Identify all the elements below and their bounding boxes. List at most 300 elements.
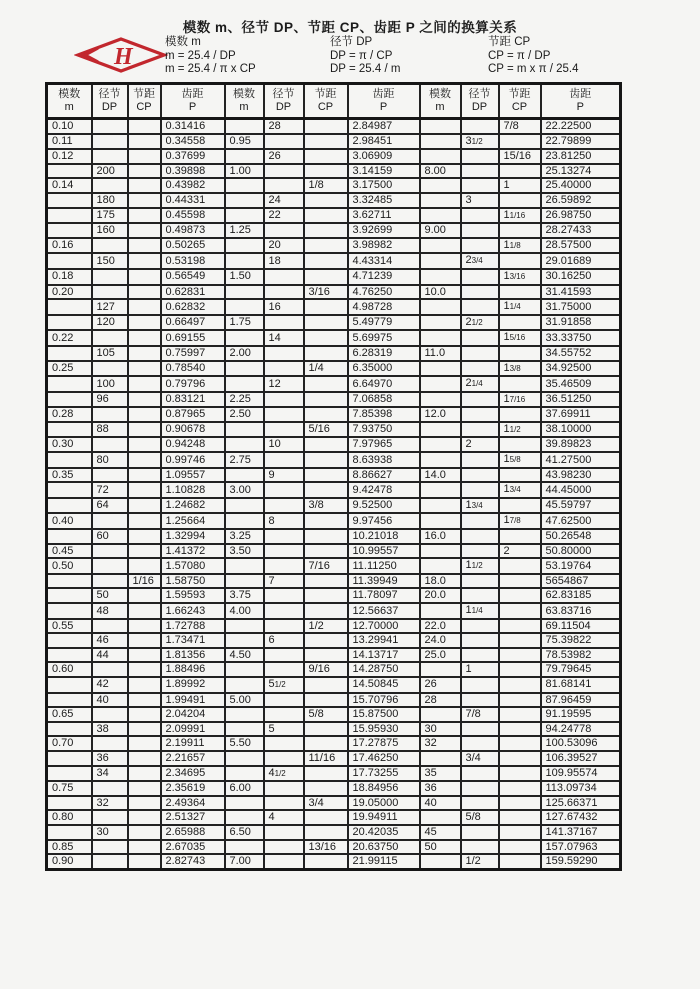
cell-diametral-pitch-dp-g1: 44 bbox=[92, 648, 128, 663]
cell-module-m-g1: 0.50 bbox=[47, 558, 92, 574]
cell-diametral-pitch-dp-g2: 20 bbox=[264, 238, 304, 254]
cell-tooth-pitch-p-g3: 28.57500 bbox=[541, 238, 621, 254]
cell-diametral-pitch-dp-g3: 3 bbox=[461, 193, 499, 208]
table-row bbox=[47, 299, 621, 315]
cell-pitch-cp-g1 bbox=[128, 781, 161, 796]
cell-diametral-pitch-dp-g1: 127 bbox=[92, 299, 128, 315]
cell-module-m-g3: 18.0 bbox=[420, 574, 461, 589]
cell-tooth-pitch-p-g1: 0.49873 bbox=[161, 223, 225, 238]
header-diametral-pitch-dp-g1: 径节 DP bbox=[92, 84, 128, 119]
cell-module-m-g1: 0.80 bbox=[47, 810, 92, 825]
cell-diametral-pitch-dp-g3 bbox=[461, 648, 499, 663]
cell-tooth-pitch-p-g1: 2.21657 bbox=[161, 751, 225, 766]
cell-pitch-cp-g1 bbox=[128, 693, 161, 708]
cell-module-m-g2 bbox=[225, 677, 264, 693]
cell-module-m-g2: 2.00 bbox=[225, 346, 264, 361]
cell-tooth-pitch-p-g1: 0.34558 bbox=[161, 134, 225, 150]
cell-diametral-pitch-dp-g3 bbox=[461, 781, 499, 796]
cell-diametral-pitch-dp-g1: 48 bbox=[92, 603, 128, 619]
cell-tooth-pitch-p-g1: 0.62831 bbox=[161, 285, 225, 300]
cell-pitch-cp-g3: 2 bbox=[499, 544, 541, 559]
cell-diametral-pitch-dp-g3 bbox=[461, 119, 499, 134]
cell-diametral-pitch-dp-g2: 51/2 bbox=[264, 677, 304, 693]
table-row bbox=[47, 840, 621, 855]
cell-module-m-g2 bbox=[225, 208, 264, 224]
table-row bbox=[47, 574, 621, 589]
cell-diametral-pitch-dp-g1: 32 bbox=[92, 796, 128, 811]
cell-tooth-pitch-p-g3: 29.01689 bbox=[541, 253, 621, 269]
cell-module-m-g2: 3.00 bbox=[225, 482, 264, 498]
cell-module-m-g1 bbox=[47, 346, 92, 361]
cell-module-m-g3 bbox=[420, 269, 461, 285]
cell-diametral-pitch-dp-g2 bbox=[264, 407, 304, 422]
cell-pitch-cp-g1 bbox=[128, 662, 161, 677]
cell-diametral-pitch-dp-g3: 2 bbox=[461, 437, 499, 452]
cell-tooth-pitch-p-g3: 26.59892 bbox=[541, 193, 621, 208]
cell-pitch-cp-g1 bbox=[128, 253, 161, 269]
cell-module-m-g3 bbox=[420, 452, 461, 468]
cell-tooth-pitch-p-g3: 100.53096 bbox=[541, 736, 621, 751]
cell-tooth-pitch-p-g2: 5.49779 bbox=[348, 315, 420, 331]
cell-tooth-pitch-p-g1: 2.67035 bbox=[161, 840, 225, 855]
cell-module-m-g2 bbox=[225, 149, 264, 164]
cell-pitch-cp-g3: 11/16 bbox=[499, 208, 541, 224]
cell-tooth-pitch-p-g1: 0.83121 bbox=[161, 392, 225, 408]
formula-line: CP = m x π / 25.4 bbox=[488, 63, 579, 75]
cell-diametral-pitch-dp-g3 bbox=[461, 238, 499, 254]
cell-pitch-cp-g1 bbox=[128, 468, 161, 483]
cell-pitch-cp-g2 bbox=[304, 574, 348, 589]
cell-tooth-pitch-p-g1: 0.78540 bbox=[161, 361, 225, 377]
cell-pitch-cp-g3 bbox=[499, 796, 541, 811]
table-row bbox=[47, 149, 621, 164]
cell-tooth-pitch-p-g2: 4.76250 bbox=[348, 285, 420, 300]
cell-pitch-cp-g3: 11/2 bbox=[499, 422, 541, 438]
cell-module-m-g3 bbox=[420, 513, 461, 529]
cell-pitch-cp-g2 bbox=[304, 544, 348, 559]
cell-pitch-cp-g3: 13/8 bbox=[499, 361, 541, 377]
cell-tooth-pitch-p-g3: 157.07963 bbox=[541, 840, 621, 855]
cell-tooth-pitch-p-g1: 1.88496 bbox=[161, 662, 225, 677]
cell-tooth-pitch-p-g3: 78.53982 bbox=[541, 648, 621, 663]
cell-pitch-cp-g1 bbox=[128, 269, 161, 285]
cell-tooth-pitch-p-g2: 7.97965 bbox=[348, 437, 420, 452]
cell-diametral-pitch-dp-g1: 38 bbox=[92, 722, 128, 737]
formula-heading: 节距 CP bbox=[488, 36, 531, 48]
cell-diametral-pitch-dp-g3 bbox=[461, 452, 499, 468]
cell-tooth-pitch-p-g3: 45.59797 bbox=[541, 498, 621, 514]
formula-group-circular-pitch bbox=[488, 36, 579, 77]
cell-pitch-cp-g1 bbox=[128, 633, 161, 648]
cell-tooth-pitch-p-g2: 15.70796 bbox=[348, 693, 420, 708]
table-head bbox=[47, 84, 621, 119]
cell-tooth-pitch-p-g3: 125.66371 bbox=[541, 796, 621, 811]
cell-pitch-cp-g2 bbox=[304, 766, 348, 782]
cell-module-m-g2 bbox=[225, 722, 264, 737]
cell-diametral-pitch-dp-g3 bbox=[461, 529, 499, 544]
table-row bbox=[47, 648, 621, 663]
table-row bbox=[47, 361, 621, 377]
cell-module-m-g3: 45 bbox=[420, 825, 461, 840]
cell-pitch-cp-g3: 11/8 bbox=[499, 238, 541, 254]
cell-pitch-cp-g3 bbox=[499, 693, 541, 708]
cell-module-m-g1 bbox=[47, 193, 92, 208]
cell-pitch-cp-g1 bbox=[128, 346, 161, 361]
cell-diametral-pitch-dp-g2: 5 bbox=[264, 722, 304, 737]
cell-pitch-cp-g3 bbox=[499, 468, 541, 483]
cell-diametral-pitch-dp-g1: 64 bbox=[92, 498, 128, 514]
cell-pitch-cp-g1 bbox=[128, 315, 161, 331]
cell-pitch-cp-g2 bbox=[304, 315, 348, 331]
cell-pitch-cp-g1 bbox=[128, 854, 161, 869]
cell-diametral-pitch-dp-g3 bbox=[461, 208, 499, 224]
cell-module-m-g3 bbox=[420, 361, 461, 377]
cell-pitch-cp-g3 bbox=[499, 285, 541, 300]
cell-pitch-cp-g2 bbox=[304, 781, 348, 796]
cell-pitch-cp-g1 bbox=[128, 285, 161, 300]
cell-pitch-cp-g3 bbox=[499, 529, 541, 544]
cell-pitch-cp-g1 bbox=[128, 134, 161, 150]
cell-diametral-pitch-dp-g1: 175 bbox=[92, 208, 128, 224]
table-row bbox=[47, 223, 621, 238]
formula-line: DP = π / CP bbox=[330, 49, 393, 62]
formula-line: m = 25.4 / π x CP bbox=[165, 63, 256, 75]
cell-diametral-pitch-dp-g2 bbox=[264, 707, 304, 722]
cell-module-m-g2 bbox=[225, 285, 264, 300]
cell-module-m-g1: 0.25 bbox=[47, 361, 92, 377]
cell-tooth-pitch-p-g2: 6.64970 bbox=[348, 376, 420, 392]
cell-module-m-g2 bbox=[225, 558, 264, 574]
cell-module-m-g2: 3.50 bbox=[225, 544, 264, 559]
cell-module-m-g2 bbox=[225, 299, 264, 315]
table-row bbox=[47, 482, 621, 498]
cell-tooth-pitch-p-g1: 0.43982 bbox=[161, 178, 225, 193]
header-pitch-cp-g1: 节距 CP bbox=[128, 84, 161, 119]
cell-tooth-pitch-p-g1: 1.09557 bbox=[161, 468, 225, 483]
formula-line: DP = 25.4 / m bbox=[330, 63, 401, 75]
cell-diametral-pitch-dp-g3 bbox=[461, 722, 499, 737]
cell-diametral-pitch-dp-g2 bbox=[264, 361, 304, 377]
cell-tooth-pitch-p-g2: 4.43314 bbox=[348, 253, 420, 269]
cell-module-m-g1: 0.55 bbox=[47, 619, 92, 634]
cell-tooth-pitch-p-g1: 0.66497 bbox=[161, 315, 225, 331]
cell-pitch-cp-g1 bbox=[128, 796, 161, 811]
cell-tooth-pitch-p-g2: 19.05000 bbox=[348, 796, 420, 811]
header-tooth-pitch-p-g2: 齿距 P bbox=[348, 84, 420, 119]
formula-group-diametral-pitch bbox=[330, 36, 400, 77]
cell-diametral-pitch-dp-g2 bbox=[264, 854, 304, 869]
cell-module-m-g1: 0.20 bbox=[47, 285, 92, 300]
cell-diametral-pitch-dp-g2 bbox=[264, 544, 304, 559]
cell-pitch-cp-g2: 3/4 bbox=[304, 796, 348, 811]
cell-module-m-g2: 4.50 bbox=[225, 648, 264, 663]
cell-tooth-pitch-p-g1: 0.56549 bbox=[161, 269, 225, 285]
cell-tooth-pitch-p-g2: 14.28750 bbox=[348, 662, 420, 677]
cell-module-m-g2 bbox=[225, 810, 264, 825]
cell-tooth-pitch-p-g3: 22.79899 bbox=[541, 134, 621, 150]
table-row bbox=[47, 315, 621, 331]
cell-pitch-cp-g3: 1 bbox=[499, 178, 541, 193]
cell-diametral-pitch-dp-g1 bbox=[92, 854, 128, 869]
cell-diametral-pitch-dp-g3: 21/2 bbox=[461, 315, 499, 331]
cell-tooth-pitch-p-g1: 0.87965 bbox=[161, 407, 225, 422]
cell-tooth-pitch-p-g1: 0.75997 bbox=[161, 346, 225, 361]
cell-tooth-pitch-p-g2: 3.62711 bbox=[348, 208, 420, 224]
cell-tooth-pitch-p-g3: 81.68141 bbox=[541, 677, 621, 693]
cell-diametral-pitch-dp-g3 bbox=[461, 796, 499, 811]
cell-diametral-pitch-dp-g3: 11/4 bbox=[461, 603, 499, 619]
cell-module-m-g1 bbox=[47, 574, 92, 589]
cell-tooth-pitch-p-g1: 0.44331 bbox=[161, 193, 225, 208]
cell-pitch-cp-g1 bbox=[128, 223, 161, 238]
cell-pitch-cp-g2 bbox=[304, 407, 348, 422]
table-row bbox=[47, 407, 621, 422]
cell-pitch-cp-g3 bbox=[499, 854, 541, 869]
cell-tooth-pitch-p-g2: 4.71239 bbox=[348, 269, 420, 285]
cell-tooth-pitch-p-g3: 26.98750 bbox=[541, 208, 621, 224]
cell-diametral-pitch-dp-g1 bbox=[92, 330, 128, 346]
cell-diametral-pitch-dp-g3 bbox=[461, 766, 499, 782]
cell-pitch-cp-g2 bbox=[304, 452, 348, 468]
table-row bbox=[47, 269, 621, 285]
cell-module-m-g3 bbox=[420, 392, 461, 408]
cell-module-m-g3 bbox=[420, 810, 461, 825]
cell-pitch-cp-g3 bbox=[499, 376, 541, 392]
cell-pitch-cp-g3 bbox=[499, 223, 541, 238]
cell-tooth-pitch-p-g2: 15.87500 bbox=[348, 707, 420, 722]
cell-module-m-g3 bbox=[420, 751, 461, 766]
cell-tooth-pitch-p-g1: 2.04204 bbox=[161, 707, 225, 722]
cell-pitch-cp-g2 bbox=[304, 193, 348, 208]
cell-diametral-pitch-dp-g3 bbox=[461, 736, 499, 751]
cell-module-m-g2 bbox=[225, 119, 264, 134]
cell-tooth-pitch-p-g2: 17.73255 bbox=[348, 766, 420, 782]
cell-pitch-cp-g2 bbox=[304, 253, 348, 269]
cell-pitch-cp-g3 bbox=[499, 253, 541, 269]
cell-tooth-pitch-p-g2: 13.29941 bbox=[348, 633, 420, 648]
cell-diametral-pitch-dp-g2: 24 bbox=[264, 193, 304, 208]
cell-diametral-pitch-dp-g1: 150 bbox=[92, 253, 128, 269]
table-row bbox=[47, 558, 621, 574]
table-row bbox=[47, 253, 621, 269]
cell-module-m-g2: 3.25 bbox=[225, 529, 264, 544]
cell-pitch-cp-g2 bbox=[304, 376, 348, 392]
cell-module-m-g1: 0.45 bbox=[47, 544, 92, 559]
cell-tooth-pitch-p-g2: 21.99115 bbox=[348, 854, 420, 869]
cell-module-m-g2 bbox=[225, 468, 264, 483]
cell-tooth-pitch-p-g2: 6.28319 bbox=[348, 346, 420, 361]
cell-pitch-cp-g2 bbox=[304, 825, 348, 840]
cell-module-m-g1 bbox=[47, 751, 92, 766]
table-row bbox=[47, 781, 621, 796]
cell-tooth-pitch-p-g3: 159.59290 bbox=[541, 854, 621, 869]
cell-pitch-cp-g3 bbox=[499, 619, 541, 634]
cell-diametral-pitch-dp-g3: 31/2 bbox=[461, 134, 499, 150]
cell-pitch-cp-g1 bbox=[128, 648, 161, 663]
cell-tooth-pitch-p-g1: 1.81356 bbox=[161, 648, 225, 663]
cell-diametral-pitch-dp-g2 bbox=[264, 693, 304, 708]
cell-pitch-cp-g3: 7/8 bbox=[499, 119, 541, 134]
cell-diametral-pitch-dp-g2: 18 bbox=[264, 253, 304, 269]
cell-diametral-pitch-dp-g3: 21/4 bbox=[461, 376, 499, 392]
cell-diametral-pitch-dp-g2: 16 bbox=[264, 299, 304, 315]
cell-tooth-pitch-p-g3: 31.41593 bbox=[541, 285, 621, 300]
cell-module-m-g3: 8.00 bbox=[420, 164, 461, 179]
cell-tooth-pitch-p-g1: 1.25664 bbox=[161, 513, 225, 529]
cell-pitch-cp-g3 bbox=[499, 407, 541, 422]
cell-tooth-pitch-p-g2: 3.98982 bbox=[348, 238, 420, 254]
company-logo-icon bbox=[74, 36, 168, 74]
cell-module-m-g3: 11.0 bbox=[420, 346, 461, 361]
table-row bbox=[47, 854, 621, 869]
cell-diametral-pitch-dp-g1 bbox=[92, 178, 128, 193]
cell-diametral-pitch-dp-g1 bbox=[92, 238, 128, 254]
cell-diametral-pitch-dp-g3: 1 bbox=[461, 662, 499, 677]
table-row bbox=[47, 633, 621, 648]
cell-module-m-g3 bbox=[420, 707, 461, 722]
cell-tooth-pitch-p-g1: 0.62832 bbox=[161, 299, 225, 315]
cell-tooth-pitch-p-g3: 28.27433 bbox=[541, 223, 621, 238]
cell-pitch-cp-g2 bbox=[304, 810, 348, 825]
cell-pitch-cp-g3: 17/16 bbox=[499, 392, 541, 408]
cell-diametral-pitch-dp-g3: 5/8 bbox=[461, 810, 499, 825]
cell-pitch-cp-g2 bbox=[304, 437, 348, 452]
cell-tooth-pitch-p-g1: 1.58750 bbox=[161, 574, 225, 589]
cell-pitch-cp-g2: 3/8 bbox=[304, 498, 348, 514]
table-row bbox=[47, 662, 621, 677]
cell-module-m-g2 bbox=[225, 766, 264, 782]
table-row bbox=[47, 330, 621, 346]
cell-tooth-pitch-p-g3: 50.26548 bbox=[541, 529, 621, 544]
cell-module-m-g3: 9.00 bbox=[420, 223, 461, 238]
cell-pitch-cp-g2 bbox=[304, 149, 348, 164]
cell-module-m-g2 bbox=[225, 633, 264, 648]
cell-diametral-pitch-dp-g1: 120 bbox=[92, 315, 128, 331]
cell-module-m-g1: 0.40 bbox=[47, 513, 92, 529]
cell-pitch-cp-g1 bbox=[128, 119, 161, 134]
cell-pitch-cp-g1 bbox=[128, 677, 161, 693]
cell-module-m-g3: 32 bbox=[420, 736, 461, 751]
cell-pitch-cp-g2: 1/8 bbox=[304, 178, 348, 193]
cell-diametral-pitch-dp-g2 bbox=[264, 452, 304, 468]
table-row bbox=[47, 766, 621, 782]
cell-module-m-g1 bbox=[47, 766, 92, 782]
cell-module-m-g2 bbox=[225, 751, 264, 766]
cell-module-m-g1 bbox=[47, 677, 92, 693]
cell-module-m-g1 bbox=[47, 315, 92, 331]
cell-pitch-cp-g1 bbox=[128, 407, 161, 422]
cell-module-m-g2 bbox=[225, 361, 264, 377]
cell-pitch-cp-g2 bbox=[304, 346, 348, 361]
cell-pitch-cp-g2 bbox=[304, 722, 348, 737]
table-row bbox=[47, 134, 621, 150]
cell-pitch-cp-g1 bbox=[128, 558, 161, 574]
formula-line: CP = π / DP bbox=[488, 49, 551, 62]
cell-diametral-pitch-dp-g1 bbox=[92, 149, 128, 164]
cell-pitch-cp-g3 bbox=[499, 498, 541, 514]
cell-diametral-pitch-dp-g1: 36 bbox=[92, 751, 128, 766]
table-row bbox=[47, 619, 621, 634]
cell-diametral-pitch-dp-g2 bbox=[264, 751, 304, 766]
cell-diametral-pitch-dp-g2 bbox=[264, 588, 304, 603]
cell-tooth-pitch-p-g2: 7.85398 bbox=[348, 407, 420, 422]
table-row bbox=[47, 437, 621, 452]
cell-diametral-pitch-dp-g2 bbox=[264, 223, 304, 238]
cell-pitch-cp-g2 bbox=[304, 854, 348, 869]
cell-pitch-cp-g2 bbox=[304, 633, 348, 648]
cell-tooth-pitch-p-g3: 25.40000 bbox=[541, 178, 621, 193]
table-row bbox=[47, 376, 621, 392]
cell-tooth-pitch-p-g1: 2.51327 bbox=[161, 810, 225, 825]
cell-tooth-pitch-p-g1: 0.90678 bbox=[161, 422, 225, 438]
cell-diametral-pitch-dp-g3: 23/4 bbox=[461, 253, 499, 269]
cell-module-m-g2: 6.50 bbox=[225, 825, 264, 840]
cell-tooth-pitch-p-g1: 0.99746 bbox=[161, 452, 225, 468]
cell-tooth-pitch-p-g2: 8.63938 bbox=[348, 452, 420, 468]
table-header-row bbox=[47, 84, 621, 119]
cell-module-m-g3: 30 bbox=[420, 722, 461, 737]
cell-module-m-g2 bbox=[225, 707, 264, 722]
cell-module-m-g3 bbox=[420, 149, 461, 164]
cell-module-m-g2 bbox=[225, 193, 264, 208]
cell-tooth-pitch-p-g2: 2.84987 bbox=[348, 119, 420, 134]
cell-pitch-cp-g1 bbox=[128, 498, 161, 514]
cell-tooth-pitch-p-g2: 11.11250 bbox=[348, 558, 420, 574]
cell-pitch-cp-g3 bbox=[499, 766, 541, 782]
cell-diametral-pitch-dp-g1: 88 bbox=[92, 422, 128, 438]
cell-tooth-pitch-p-g2: 8.86627 bbox=[348, 468, 420, 483]
cell-tooth-pitch-p-g2: 2.98451 bbox=[348, 134, 420, 150]
cell-tooth-pitch-p-g3: 87.96459 bbox=[541, 693, 621, 708]
cell-diametral-pitch-dp-g2 bbox=[264, 619, 304, 634]
cell-diametral-pitch-dp-g2 bbox=[264, 164, 304, 179]
cell-diametral-pitch-dp-g3 bbox=[461, 482, 499, 498]
cell-module-m-g3: 36 bbox=[420, 781, 461, 796]
table-row bbox=[47, 164, 621, 179]
table-row bbox=[47, 529, 621, 544]
cell-pitch-cp-g3 bbox=[499, 781, 541, 796]
cell-pitch-cp-g3 bbox=[499, 722, 541, 737]
cell-tooth-pitch-p-g1: 0.69155 bbox=[161, 330, 225, 346]
cell-pitch-cp-g1 bbox=[128, 330, 161, 346]
cell-diametral-pitch-dp-g2 bbox=[264, 178, 304, 193]
cell-diametral-pitch-dp-g1: 105 bbox=[92, 346, 128, 361]
table-body bbox=[47, 119, 621, 870]
cell-module-m-g1: 0.85 bbox=[47, 840, 92, 855]
table-row bbox=[47, 707, 621, 722]
header-module-m-g3: 模数 m bbox=[420, 84, 461, 119]
cell-diametral-pitch-dp-g3 bbox=[461, 513, 499, 529]
cell-module-m-g1: 0.35 bbox=[47, 468, 92, 483]
cell-pitch-cp-g1 bbox=[128, 422, 161, 438]
table-row bbox=[47, 422, 621, 438]
cell-pitch-cp-g2: 1/2 bbox=[304, 619, 348, 634]
cell-diametral-pitch-dp-g2 bbox=[264, 796, 304, 811]
cell-pitch-cp-g1 bbox=[128, 603, 161, 619]
cell-tooth-pitch-p-g3: 31.75000 bbox=[541, 299, 621, 315]
cell-pitch-cp-g3 bbox=[499, 736, 541, 751]
cell-diametral-pitch-dp-g3 bbox=[461, 574, 499, 589]
cell-module-m-g2 bbox=[225, 574, 264, 589]
cell-pitch-cp-g3 bbox=[499, 588, 541, 603]
cell-diametral-pitch-dp-g2: 6 bbox=[264, 633, 304, 648]
cell-module-m-g1: 0.75 bbox=[47, 781, 92, 796]
cell-tooth-pitch-p-g3: 5654867 bbox=[541, 574, 621, 589]
cell-tooth-pitch-p-g3: 69.11504 bbox=[541, 619, 621, 634]
cell-diametral-pitch-dp-g2 bbox=[264, 781, 304, 796]
cell-tooth-pitch-p-g3: 34.92500 bbox=[541, 361, 621, 377]
cell-diametral-pitch-dp-g2 bbox=[264, 648, 304, 663]
